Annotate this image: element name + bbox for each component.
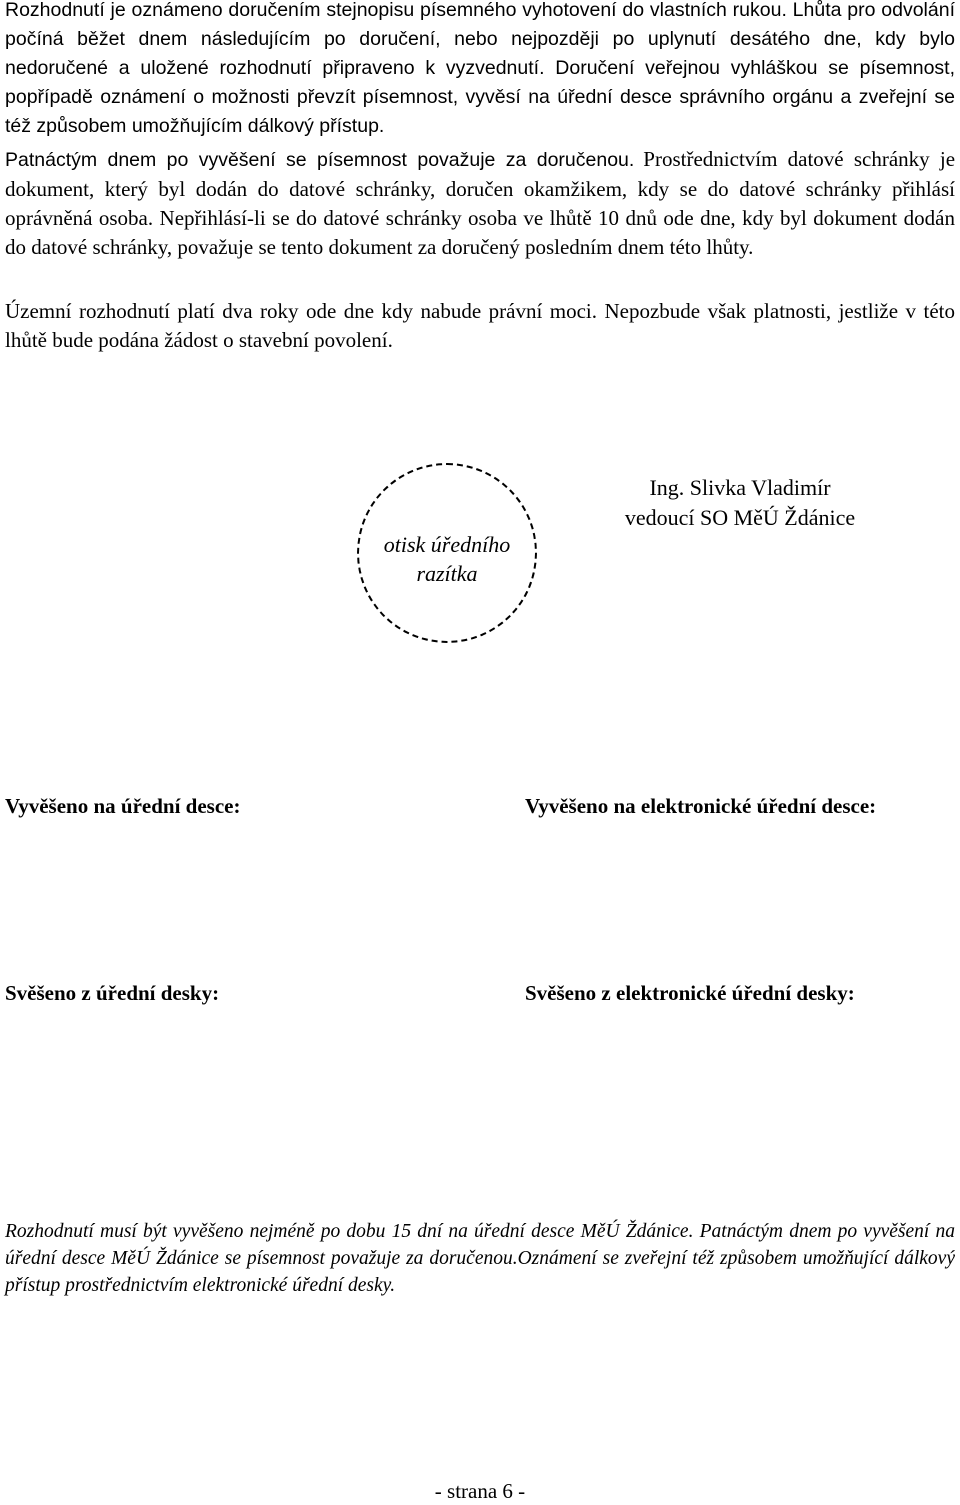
delivery-paragraph: Rozhodnutí je oznámeno doručením stejnopisu písemného vyhotovení do vlastních rukou. Lhůta pro odvolání počíná běžet dnem následujícím po doručení, nebo nejpozději po uplynutí desátého dne, kdy bylo nedoručené a uložené rozhodnutí připraveno k vyzvednutí. Doručení veřejnou vyhláškou se písemnost, popřípadě oznámení o možnosti převzít písemnost, vyvěsí na úřední desce správního orgánu a zveřejní se též způsobem umožňujícím dálkový přístup. <box>5 0 955 137</box>
stamp-placeholder <box>357 530 537 588</box>
posting-delivery-sentence: Patnáctým dnem po vyvěšení se písemnost považuje za doručenou. <box>5 149 635 171</box>
posting-note: Rozhodnutí musí být vyvěšeno nejméně po dobu 15 dní na úřední desce MěÚ Ždánice. Patnáctým dnem po vyvěšení na úřední desce MěÚ Ždánice se písemnost považuje za doručenou.Oznámení se zveřejní též způsobem umožňující dálkový přístup prostřednictvím elektronické úřední desky. <box>5 1221 955 1296</box>
data-box-text: Prostřednictvím datové schránky je dokument, který byl dodán do datové schránky, doručen okamžikem, kdy se do datové schránky přihlásí oprávněná osoba. Nepřihlásí-li se do datové schránky osoba ve lhůtě 10 dnů ode dne, kdy byl dokument dodán do datové schránky, považuje se tento dokument za doručený posledním dnem této lhůty. <box>5 147 956 259</box>
signature-block <box>590 473 890 533</box>
data-box-paragraph <box>5 145 955 262</box>
posted-board-label: Vyvěšeno na úřední desce: <box>5 794 241 818</box>
validity-paragraph: Územní rozhodnutí platí dva roky ode dne kdy nabude právní moci. Nepozbude však platnosti, jestliže v této lhůtě bude podána žádost o stavební povolení. <box>5 299 955 352</box>
stamp-line-2: razítka <box>416 561 478 586</box>
removed-board-label: Svěšeno z úřední desky: <box>5 981 220 1005</box>
signer-title: vedoucí SO MěÚ Ždánice <box>624 505 856 530</box>
page-number: - strana 6 - <box>434 1479 526 1503</box>
posted-electronic-label: Vyvěšeno na elektronické úřední desce: <box>525 794 877 818</box>
removed-electronic-label: Svěšeno z elektronické úřední desky: <box>525 981 855 1005</box>
signer-name: Ing. Slivka Vladimír <box>649 475 831 500</box>
stamp-line-1: otisk úředního <box>383 532 511 557</box>
